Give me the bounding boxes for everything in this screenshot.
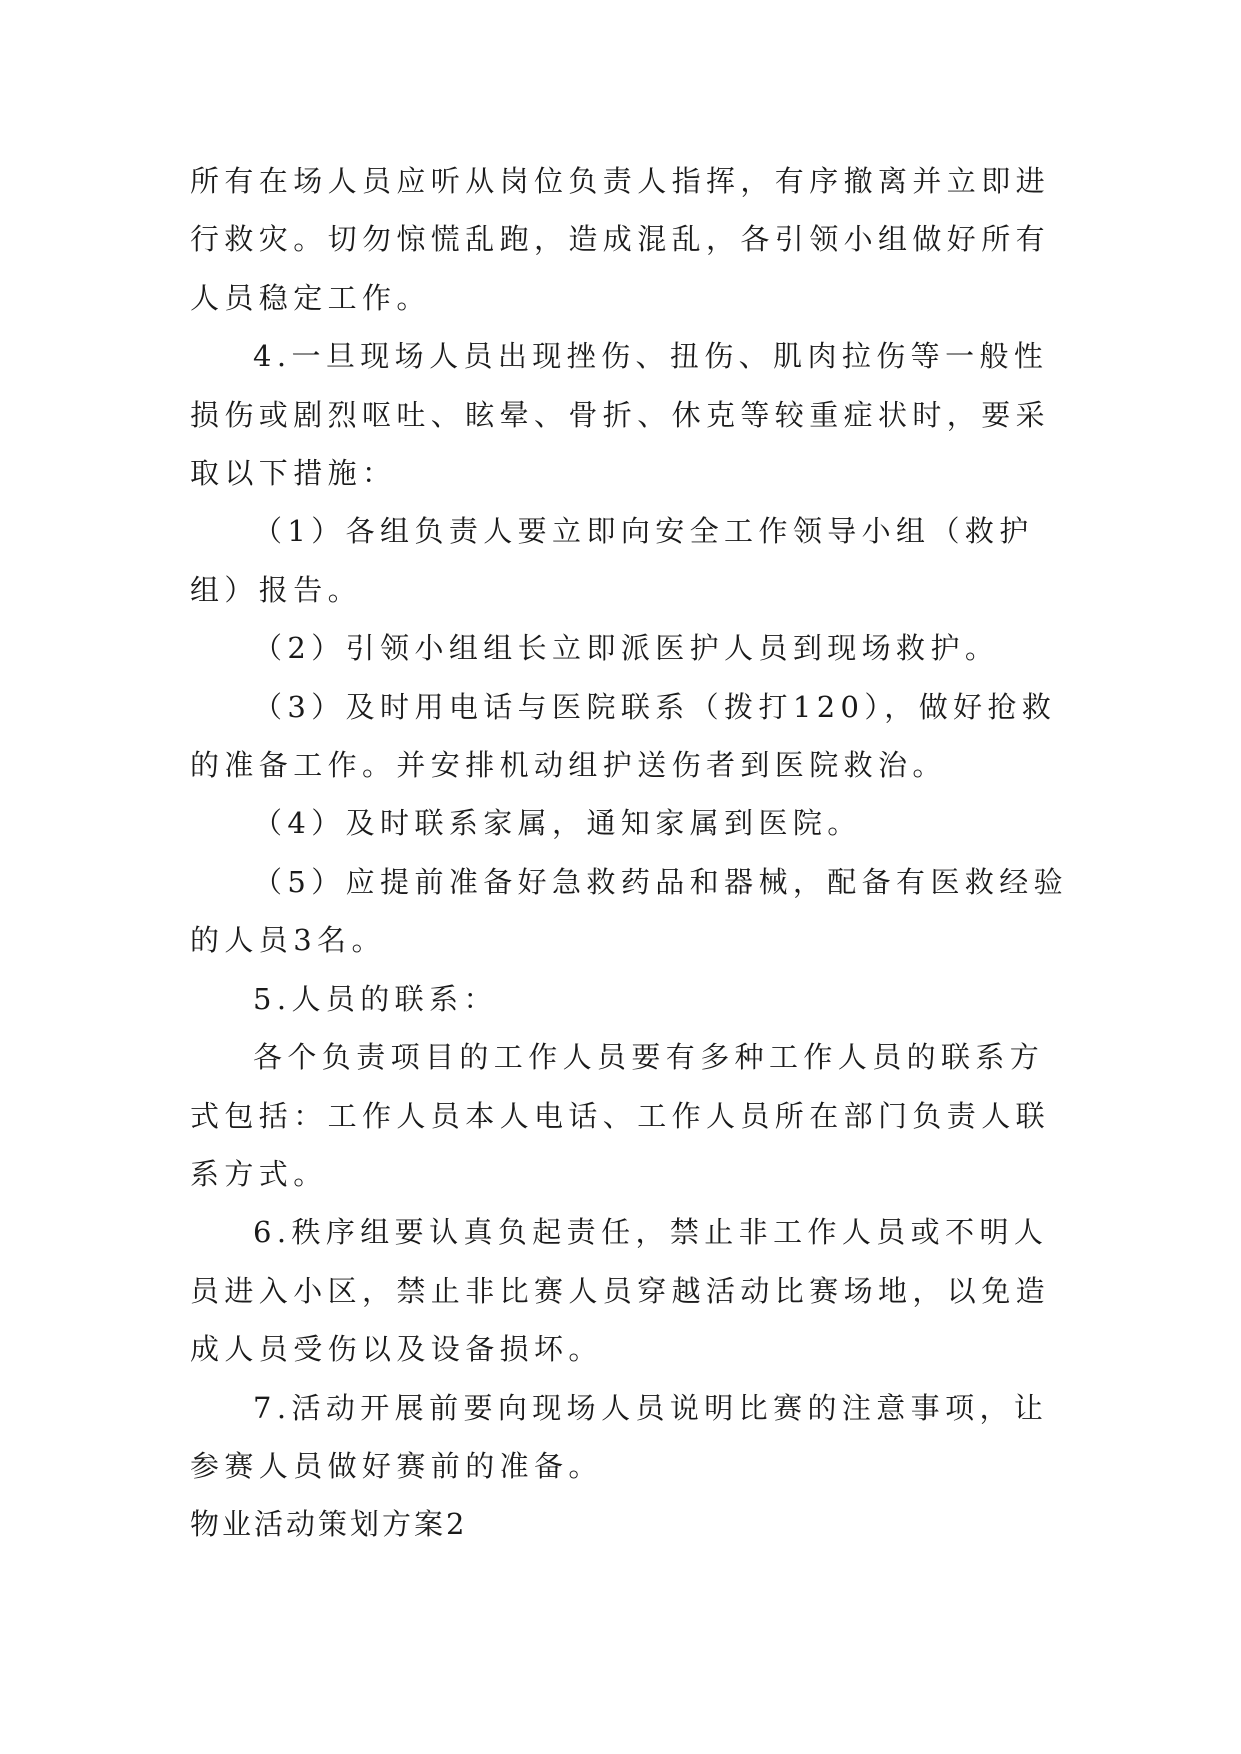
paragraph-subitem-4: （4）及时联系家属，通知家属到医院。: [253, 806, 862, 841]
document-body: [190, 152, 1070, 1554]
paragraph-contact-info: 各个负责项目的工作人员要有多种工作人员的联系方式包括：工作人员本人电话、工作人员所在部门负责人联系方式。: [190, 1040, 1051, 1191]
paragraph-item-7: 7.活动开展前要向现场人员说明比赛的注意事项，让参赛人员做好赛前的准备。: [190, 1390, 1049, 1483]
paragraph-evacuation: 所有在场人员应听从岗位负责人指挥，有序撤离并立即进行救灾。切勿惊慌乱跑，造成混乱，各引领小组做好所有人员稳定工作。: [190, 164, 1051, 315]
paragraph-item-4: 4.一旦现场人员出现挫伤、扭伤、肌肉拉伤等一般性损伤或剧烈呕吐、眩晕、骨折、休克等较重症状时，要采取以下措施：: [190, 339, 1051, 491]
paragraph-subitem-5: （5）应提前准备好急救药品和器械，配备有医救经验的人员3名。: [190, 864, 1069, 958]
paragraph-subitem-2: （2）引领小组组长立即派医护人员到现场救护。: [253, 631, 1000, 666]
paragraph-item-5: 5.人员的联系：: [253, 981, 498, 1016]
section-heading: 物业活动策划方案2: [190, 1507, 468, 1542]
paragraph-subitem-1: （1）各组负责人要立即向安全工作领导小组（救护组）报告。: [190, 514, 1034, 607]
paragraph-item-6: 6.秩序组要认真负起责任，禁止非工作人员或不明人员进入小区，禁止非比赛人员穿越活动比赛场地，以免造成人员受伤以及设备损坏。: [190, 1215, 1051, 1367]
paragraph-subitem-3: （3）及时用电话与医院联系（拨打120），做好抢救的准备工作。并安排机动组护送伤者到医院救治。: [190, 689, 1057, 783]
